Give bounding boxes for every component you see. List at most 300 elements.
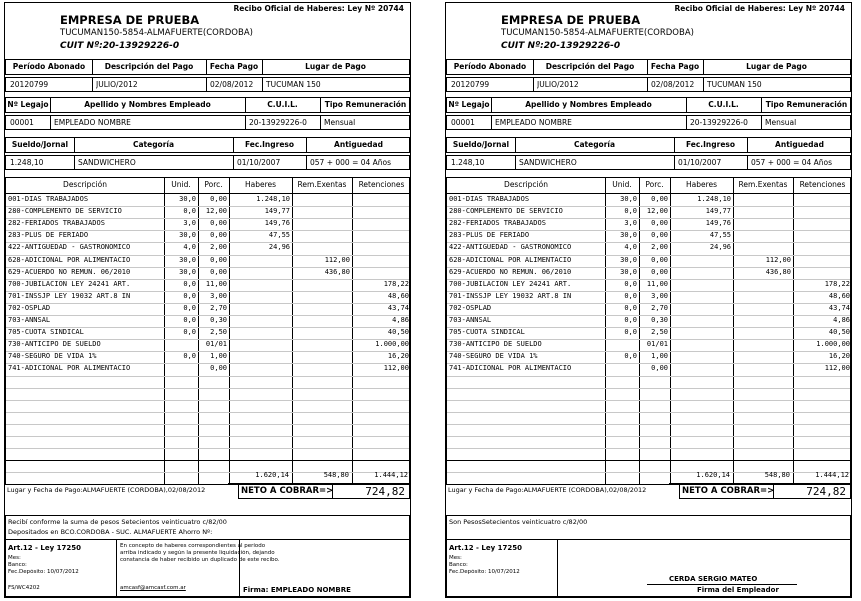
column-divider [206,78,207,91]
period-value-row [446,77,851,92]
table-row [447,267,850,279]
table-cell: 283-PLUS DE FERIADO [8,231,89,240]
column-divider [206,60,207,74]
column-divider [761,116,762,129]
table-row [6,363,409,375]
salary-header-1: Categoría [573,140,616,149]
salary-header-1: Categoría [132,140,175,149]
table-cell: 4,86 [833,316,850,324]
table-row [447,279,850,291]
period-value-1: JULIO/2012 [537,80,579,89]
table-cell: 0,00 [210,231,227,240]
table-cell: 0,0 [183,352,196,361]
column-divider [262,78,263,91]
table-cell: 2,00 [651,243,668,252]
employee-header-3: Tipo Remuneración [765,100,848,109]
table-cell: 0,00 [210,267,227,276]
table-row [6,194,409,206]
email-link[interactable]: amcasf@amcasf.com.ar [120,585,186,591]
employee-header-row [5,97,410,113]
table-cell: 730-ANTICIPO DE SUELDO [8,340,101,349]
table-cell: 178,22 [824,279,850,288]
table-cell: 001-DIAS TRABAJADOS [449,195,530,203]
employee-header-0: Nº Legajo [448,100,490,109]
column-divider [515,156,516,169]
table-cell: 30,0 [179,255,196,264]
table-cell: 47,55 [268,231,290,240]
table-cell: 0,00 [651,219,668,228]
row-divider [447,424,850,425]
company-address: TUCUMAN150-5854-ALMAFUERTE(CORDOBA) [60,28,253,38]
table-cell: 703-ANNSAL [449,316,492,324]
period-value-0: 20120799 [10,80,49,89]
salary-value-3: 057 + 000 = 04 Años [751,158,833,167]
period-value-3: TUCUMAN 150 [266,80,321,89]
table-cell: 11,00 [646,279,668,288]
column-divider [747,156,748,169]
column-divider [245,98,246,112]
table-cell: 702-OSPLAD [8,303,51,312]
period-header-2: Fecha Pago [209,62,259,71]
employee-value-0: 00001 [10,118,34,127]
table-cell: 0,0 [183,303,196,312]
employee-header-2: C.U.I.L. [267,100,298,109]
salary-header-2: Fec.Ingreso [685,140,736,149]
table-cell: 701-INSSJP LEY 19032 ART.8 IN [449,291,572,300]
column-divider [515,138,516,152]
table-row [6,218,409,230]
table-cell: 12,00 [205,207,227,216]
salary-value-0: 1.248,10 [10,158,44,167]
art-line: Fec.Depósito: 10/07/2012 [449,569,520,575]
table-cell: 0,00 [210,364,227,373]
employee-value-1: EMPLEADO NOMBRE [495,118,572,127]
table-cell: 30,0 [179,267,196,276]
table-cell: 1.000,00 [375,340,409,349]
received-line-2: Depositados en BCO.CORDOBA - SUC. ALMAFUERTE Ahorro Nº: [8,528,213,536]
table-header-4: Rem.Exentas [297,180,347,189]
column-divider [703,60,704,74]
column-divider [306,156,307,169]
row-divider [447,436,850,437]
table-cell: 0,00 [210,255,227,264]
table-header-0: Descripción [504,180,548,189]
table-cell: 703-ANNSAL [8,316,51,324]
table-cell: 40,50 [387,328,409,337]
table-cell: 702-OSPLAD [449,303,492,312]
employee-value-2: 20-13929226-0 [249,118,307,127]
column-divider [533,78,534,91]
table-row [447,218,850,230]
table-cell: 112,00 [324,255,350,264]
table-cell: 4,0 [183,243,196,252]
table-cell: 282-FERIADOS TRABAJADOS [8,219,105,228]
table-row [6,255,409,267]
salary-header-3: Antiguedad [334,140,383,149]
table-cell: 48,60 [387,291,409,300]
row-divider [6,400,409,401]
salary-header-3: Antiguedad [775,140,824,149]
table-cell: 149,76 [705,219,731,228]
table-cell: 0,00 [651,231,668,240]
received-line-1: Son PesosSetecientos veinticuatro c/82/00 [449,518,588,526]
column-divider [239,540,240,596]
table-row [6,279,409,291]
totals-row [5,471,410,483]
salary-header-0: Sueldo/Jornal [452,140,510,149]
table-cell: 0,0 [624,303,637,312]
column-divider [306,138,307,152]
table-cell: 24,96 [709,243,731,252]
row-divider [6,448,409,449]
table-cell: 16,20 [828,352,850,361]
table-cell: 12,00 [646,207,668,216]
row-divider [447,376,850,377]
period-value-2: 02/08/2012 [651,80,695,89]
salary-value-3: 057 + 000 = 04 Años [310,158,392,167]
table-header-3: Haberes [244,180,277,189]
column-divider [686,116,687,129]
period-header-0: Período Abonado [453,62,527,71]
table-cell: 422-ANTIGUEDAD - GASTRONOMICO [8,243,131,252]
table-cell: 741-ADICIONAL POR ALIMENTACIO [449,364,572,373]
table-cell: 436,80 [765,267,791,276]
table-cell: 30,0 [179,231,196,240]
table-row [6,339,409,351]
column-divider [74,156,75,169]
table-cell: 0,0 [624,279,637,288]
column-divider [332,485,333,498]
table-cell: 1.248,10 [256,195,290,203]
period-header-2: Fecha Pago [650,62,700,71]
table-row [447,303,850,315]
table-cell: 0,00 [651,195,668,203]
column-divider [50,116,51,129]
table-row [6,230,409,242]
employee-value-row [446,115,851,130]
period-value-1: JULIO/2012 [96,80,138,89]
art-line: Banco: [8,562,27,568]
table-cell: 40,50 [828,328,850,337]
table-cell: 0,0 [183,279,196,288]
table-cell: 436,80 [324,267,350,276]
table-cell: 24,96 [268,243,290,252]
table-cell: 730-ANTICIPO DE SUELDO [449,340,542,349]
total-value: 1.444,12 [815,471,849,479]
art-line: Fec.Depósito: 10/07/2012 [8,569,79,575]
table-cell: 705-CUOTA SINDICAL [449,328,525,337]
table-cell: 0,0 [624,352,637,361]
table-cell: 0,00 [210,219,227,228]
row-divider [447,400,850,401]
table-cell: 0,30 [210,316,227,324]
table-cell: 0,0 [624,207,637,216]
table-cell: 01/01 [646,340,668,349]
table-cell: 3,0 [183,219,196,228]
column-divider [74,138,75,152]
salary-value-2: 01/10/2007 [237,158,281,167]
table-header-3: Haberes [685,180,718,189]
period-header-row [5,59,410,75]
table-row [6,267,409,279]
table-cell: 3,00 [210,291,227,300]
table-cell: 740-SEGURO DE VIDA 1% [8,352,97,361]
table-cell: 0,0 [624,328,637,337]
table-cell: 2,70 [210,303,227,312]
table-cell: 422-ANTIGUEDAD - GASTRONOMICO [449,243,572,252]
table-cell: 282-FERIADOS TRABAJADOS [449,219,546,228]
table-cell: 01/01 [205,340,227,349]
table-cell: 700-JUBILACION LEY 24241 ART. [449,279,572,288]
table-row [447,339,850,351]
table-cell: 43,74 [387,303,409,312]
art-line: Mes: [449,555,462,561]
total-value: 1.444,12 [374,471,408,479]
table-cell: 629-ACUERDO NO REMUN. 06/2010 [449,267,572,276]
column-divider [491,98,492,112]
table-cell: 30,0 [179,195,196,203]
column-divider [747,138,748,152]
table-header-4: Rem.Exentas [738,180,788,189]
table-row [447,327,850,339]
table-cell: 1.000,00 [816,340,850,349]
total-value: 548,80 [764,471,790,479]
table-row [447,315,850,327]
period-header-row [446,59,851,75]
art-line: Banco: [449,562,468,568]
form-code: FS/WC4202 [8,585,40,591]
column-divider [233,156,234,169]
total-value: 548,80 [323,471,349,479]
concept-line: arriba indicado y según la presente liquidación, dejando [120,550,275,556]
neto-label: NETO A COBRAR=> [241,486,334,496]
column-divider [245,116,246,129]
table-row [6,303,409,315]
table-cell: 1,00 [210,352,227,361]
concepts-table [446,177,851,485]
salary-header-row [5,137,410,153]
concepts-table [5,177,410,485]
period-header-3: Lugar de Pago [305,62,366,71]
table-header-2: Porc. [204,180,223,189]
neto-box [679,484,851,499]
table-cell: 0,0 [624,316,637,324]
column-divider [50,98,51,112]
neto-value: 724,82 [365,485,405,498]
period-value-0: 20120799 [451,80,490,89]
table-cell: 30,0 [620,195,637,203]
table-row [6,206,409,218]
art-title: Art.12 - Ley 17250 [449,544,522,552]
table-cell: 0,0 [183,328,196,337]
row-divider [447,460,850,461]
employee-value-2: 20-13929226-0 [690,118,748,127]
neto-label: NETO A COBRAR=> [682,486,775,496]
column-divider [262,60,263,74]
table-row [6,291,409,303]
row-divider [6,412,409,413]
column-divider [761,98,762,112]
table-row [447,351,850,363]
row-divider [447,388,850,389]
table-cell: 2,50 [210,328,227,337]
period-header-3: Lugar de Pago [746,62,807,71]
salary-value-1: SANDWICHERO [519,158,577,167]
table-cell: 0,00 [651,364,668,373]
table-cell: 2,50 [651,328,668,337]
row-divider [6,460,409,461]
receipt-title: Recibo Oficial de Haberes: Ley Nº 20744 [233,4,404,13]
place-date: Lugar y Fecha de Pago:ALMAFUERTE (CORDOBA),02/08/2012 [7,486,206,494]
column-divider [674,156,675,169]
salary-value-row [5,155,410,170]
employee-value-3: Mensual [324,118,356,127]
table-cell: 2,70 [651,303,668,312]
table-cell: 628-ADICIONAL POR ALIMENTACIO [8,255,131,264]
table-cell: 112,00 [383,364,409,373]
table-cell: 16,20 [387,352,409,361]
table-cell: 280-COMPLEMENTO DE SERVICIO [449,207,563,216]
table-cell: 0,0 [183,291,196,300]
company-cuit: CUIT Nº:20-13929226-0 [501,41,621,51]
art-line: Mes: [8,555,21,561]
table-cell: 3,00 [651,291,668,300]
table-cell: 628-ADICIONAL POR ALIMENTACIO [449,255,572,264]
employee-header-row [446,97,851,113]
table-cell: 43,74 [828,303,850,312]
column-divider [320,98,321,112]
period-value-3: TUCUMAN 150 [707,80,762,89]
table-cell: 0,0 [183,316,196,324]
row-divider [6,436,409,437]
table-cell: 0,30 [651,316,668,324]
table-header-2: Porc. [645,180,664,189]
column-divider [773,485,774,498]
table-header-0: Descripción [63,180,107,189]
table-cell: 0,00 [651,267,668,276]
period-value-row [5,77,410,92]
table-cell: 701-INSSJP LEY 19032 ART.8 IN [8,291,131,300]
concept-line: constancia de haber recibido un duplicado de este recibo. [120,557,280,563]
company-name: EMPRESA DE PRUEBA [60,13,200,27]
salary-header-2: Fec.Ingreso [244,140,295,149]
table-row [6,327,409,339]
period-header-0: Período Abonado [12,62,86,71]
table-cell: 0,00 [651,255,668,264]
table-cell: 4,86 [392,316,409,324]
table-cell: 30,0 [620,255,637,264]
employee-header-1: Apellido y Nombres Empleado [525,100,652,109]
table-row [6,351,409,363]
table-cell: 149,76 [264,219,290,228]
column-divider [533,60,534,74]
table-cell: 149,77 [264,207,290,216]
receipt-employer-copy [445,2,852,598]
period-header-1: Descripción del Pago [104,62,194,71]
table-header-5: Retenciones [799,180,846,189]
table-cell: 283-PLUS DE FERIADO [449,231,530,240]
employee-header-1: Apellido y Nombres Empleado [84,100,211,109]
table-row [447,230,850,242]
row-divider [447,412,850,413]
column-divider [92,78,93,91]
salary-header-row [446,137,851,153]
table-header-1: Unid. [171,180,191,189]
table-cell: 11,00 [205,279,227,288]
table-cell: 4,0 [624,243,637,252]
column-divider [647,78,648,91]
column-divider [647,60,648,74]
table-row [447,242,850,254]
employee-header-3: Tipo Remuneración [324,100,407,109]
row-divider [6,376,409,377]
table-cell: 48,60 [828,291,850,300]
employer-name: CERDA SERGIO MATEO [669,575,758,583]
employer-signature-label: Firma del Empleador [697,586,779,594]
column-divider [557,540,558,596]
column-divider [320,116,321,129]
column-divider [491,116,492,129]
footer-box [5,539,410,597]
place-date: Lugar y Fecha de Pago:ALMAFUERTE (CORDOBA),02/08/2012 [448,486,647,494]
table-header-1: Unid. [612,180,632,189]
table-cell: 178,22 [383,279,409,288]
company-cuit: CUIT Nº:20-13929226-0 [60,41,180,51]
table-cell: 705-CUOTA SINDICAL [8,328,84,337]
table-cell: 741-ADICIONAL POR ALIMENTACIO [8,364,131,373]
table-cell: 112,00 [765,255,791,264]
table-row [6,242,409,254]
concept-line: En concepto de haberes correspondientes al período [120,543,266,549]
table-cell: 629-ACUERDO NO REMUN. 06/2010 [8,267,131,276]
table-cell: 2,00 [210,243,227,252]
employee-value-0: 00001 [451,118,475,127]
receipt-title: Recibo Oficial de Haberes: Ley Nº 20744 [674,4,845,13]
totals-row [446,471,851,483]
art-section [447,540,557,596]
column-divider [686,98,687,112]
table-cell: 47,55 [709,231,731,240]
table-cell: 1,00 [651,352,668,361]
footer-box [446,539,851,597]
employee-value-row [5,115,410,130]
table-row [447,194,850,206]
period-header-1: Descripción del Pago [545,62,635,71]
received-line-1: Recibí conforme la suma de pesos Setecientos veinticuatro c/82/00 [8,518,227,526]
company-address: TUCUMAN150-5854-ALMAFUERTE(CORDOBA) [501,28,694,38]
salary-header-0: Sueldo/Jornal [11,140,69,149]
employee-header-2: C.U.I.L. [708,100,739,109]
column-divider [92,60,93,74]
salary-value-1: SANDWICHERO [78,158,136,167]
table-row [447,206,850,218]
table-cell: 30,0 [620,231,637,240]
row-divider [6,424,409,425]
art-title: Art.12 - Ley 17250 [8,544,81,552]
table-cell: 0,0 [183,207,196,216]
table-row [447,291,850,303]
table-row [6,315,409,327]
column-divider [674,138,675,152]
salary-value-2: 01/10/2007 [678,158,722,167]
company-name: EMPRESA DE PRUEBA [501,13,641,27]
period-value-2: 02/08/2012 [210,80,254,89]
row-divider [447,448,850,449]
column-divider [233,138,234,152]
neto-value: 724,82 [806,485,846,498]
employee-value-1: EMPLEADO NOMBRE [54,118,131,127]
received-box [5,515,410,540]
